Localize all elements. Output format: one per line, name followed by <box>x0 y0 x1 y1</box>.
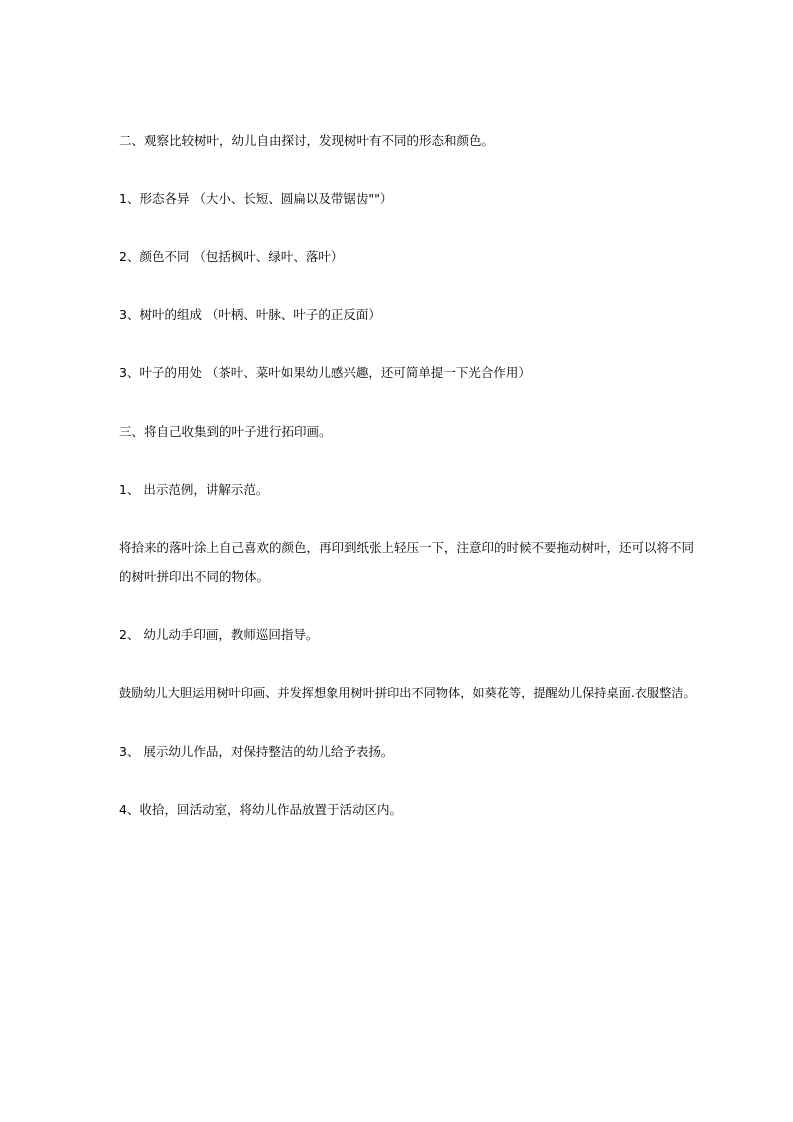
section-heading-observe: 二、观察比较树叶，幼儿自由探讨，发现树叶有不同的形态和颜色。 <box>119 133 495 148</box>
step-hands-on: 2、 幼儿动手印画，教师巡回指导。 <box>119 627 319 642</box>
list-item-usage: 3、叶子的用处 （茶叶、菜叶如果幼儿感兴趣，还可简单提一下光合作用） <box>119 365 531 380</box>
section-heading-print: 三、将自己收集到的叶子进行拓印画。 <box>119 424 332 439</box>
paragraph-instructions <box>119 533 695 591</box>
step-cleanup: 4、收拾，回活动室，将幼儿作品放置于活动区内。 <box>119 802 402 817</box>
list-item-shape: 1、形态各异 （大小、长短、圆扁以及带锯齿""） <box>119 191 393 206</box>
paragraph-instructions-line-2: 的树叶拼印出不同的物体。 <box>119 569 270 584</box>
list-item-color: 2、颜色不同 （包括枫叶、绿叶、落叶） <box>119 249 344 264</box>
list-item-structure: 3、树叶的组成 （叶柄、叶脉、叶子的正反面） <box>119 307 381 322</box>
step-display: 3、 展示幼儿作品，对保持整洁的幼儿给予表扬。 <box>119 744 394 759</box>
paragraph-encourage: 鼓励幼儿大胆运用树叶印画、并发挥想象用树叶拼印出不同物体，如葵花等，提醒幼儿保持桌面.衣服整洁。 <box>119 686 696 700</box>
paragraph-instructions-line-1: 将拾来的落叶涂上自己喜欢的颜色，再印到纸张上轻压一下，注意印的时候不要拖动树叶，还可以将不同 <box>119 540 695 555</box>
step-demonstrate: 1、 出示范例，讲解示范。 <box>119 482 269 497</box>
